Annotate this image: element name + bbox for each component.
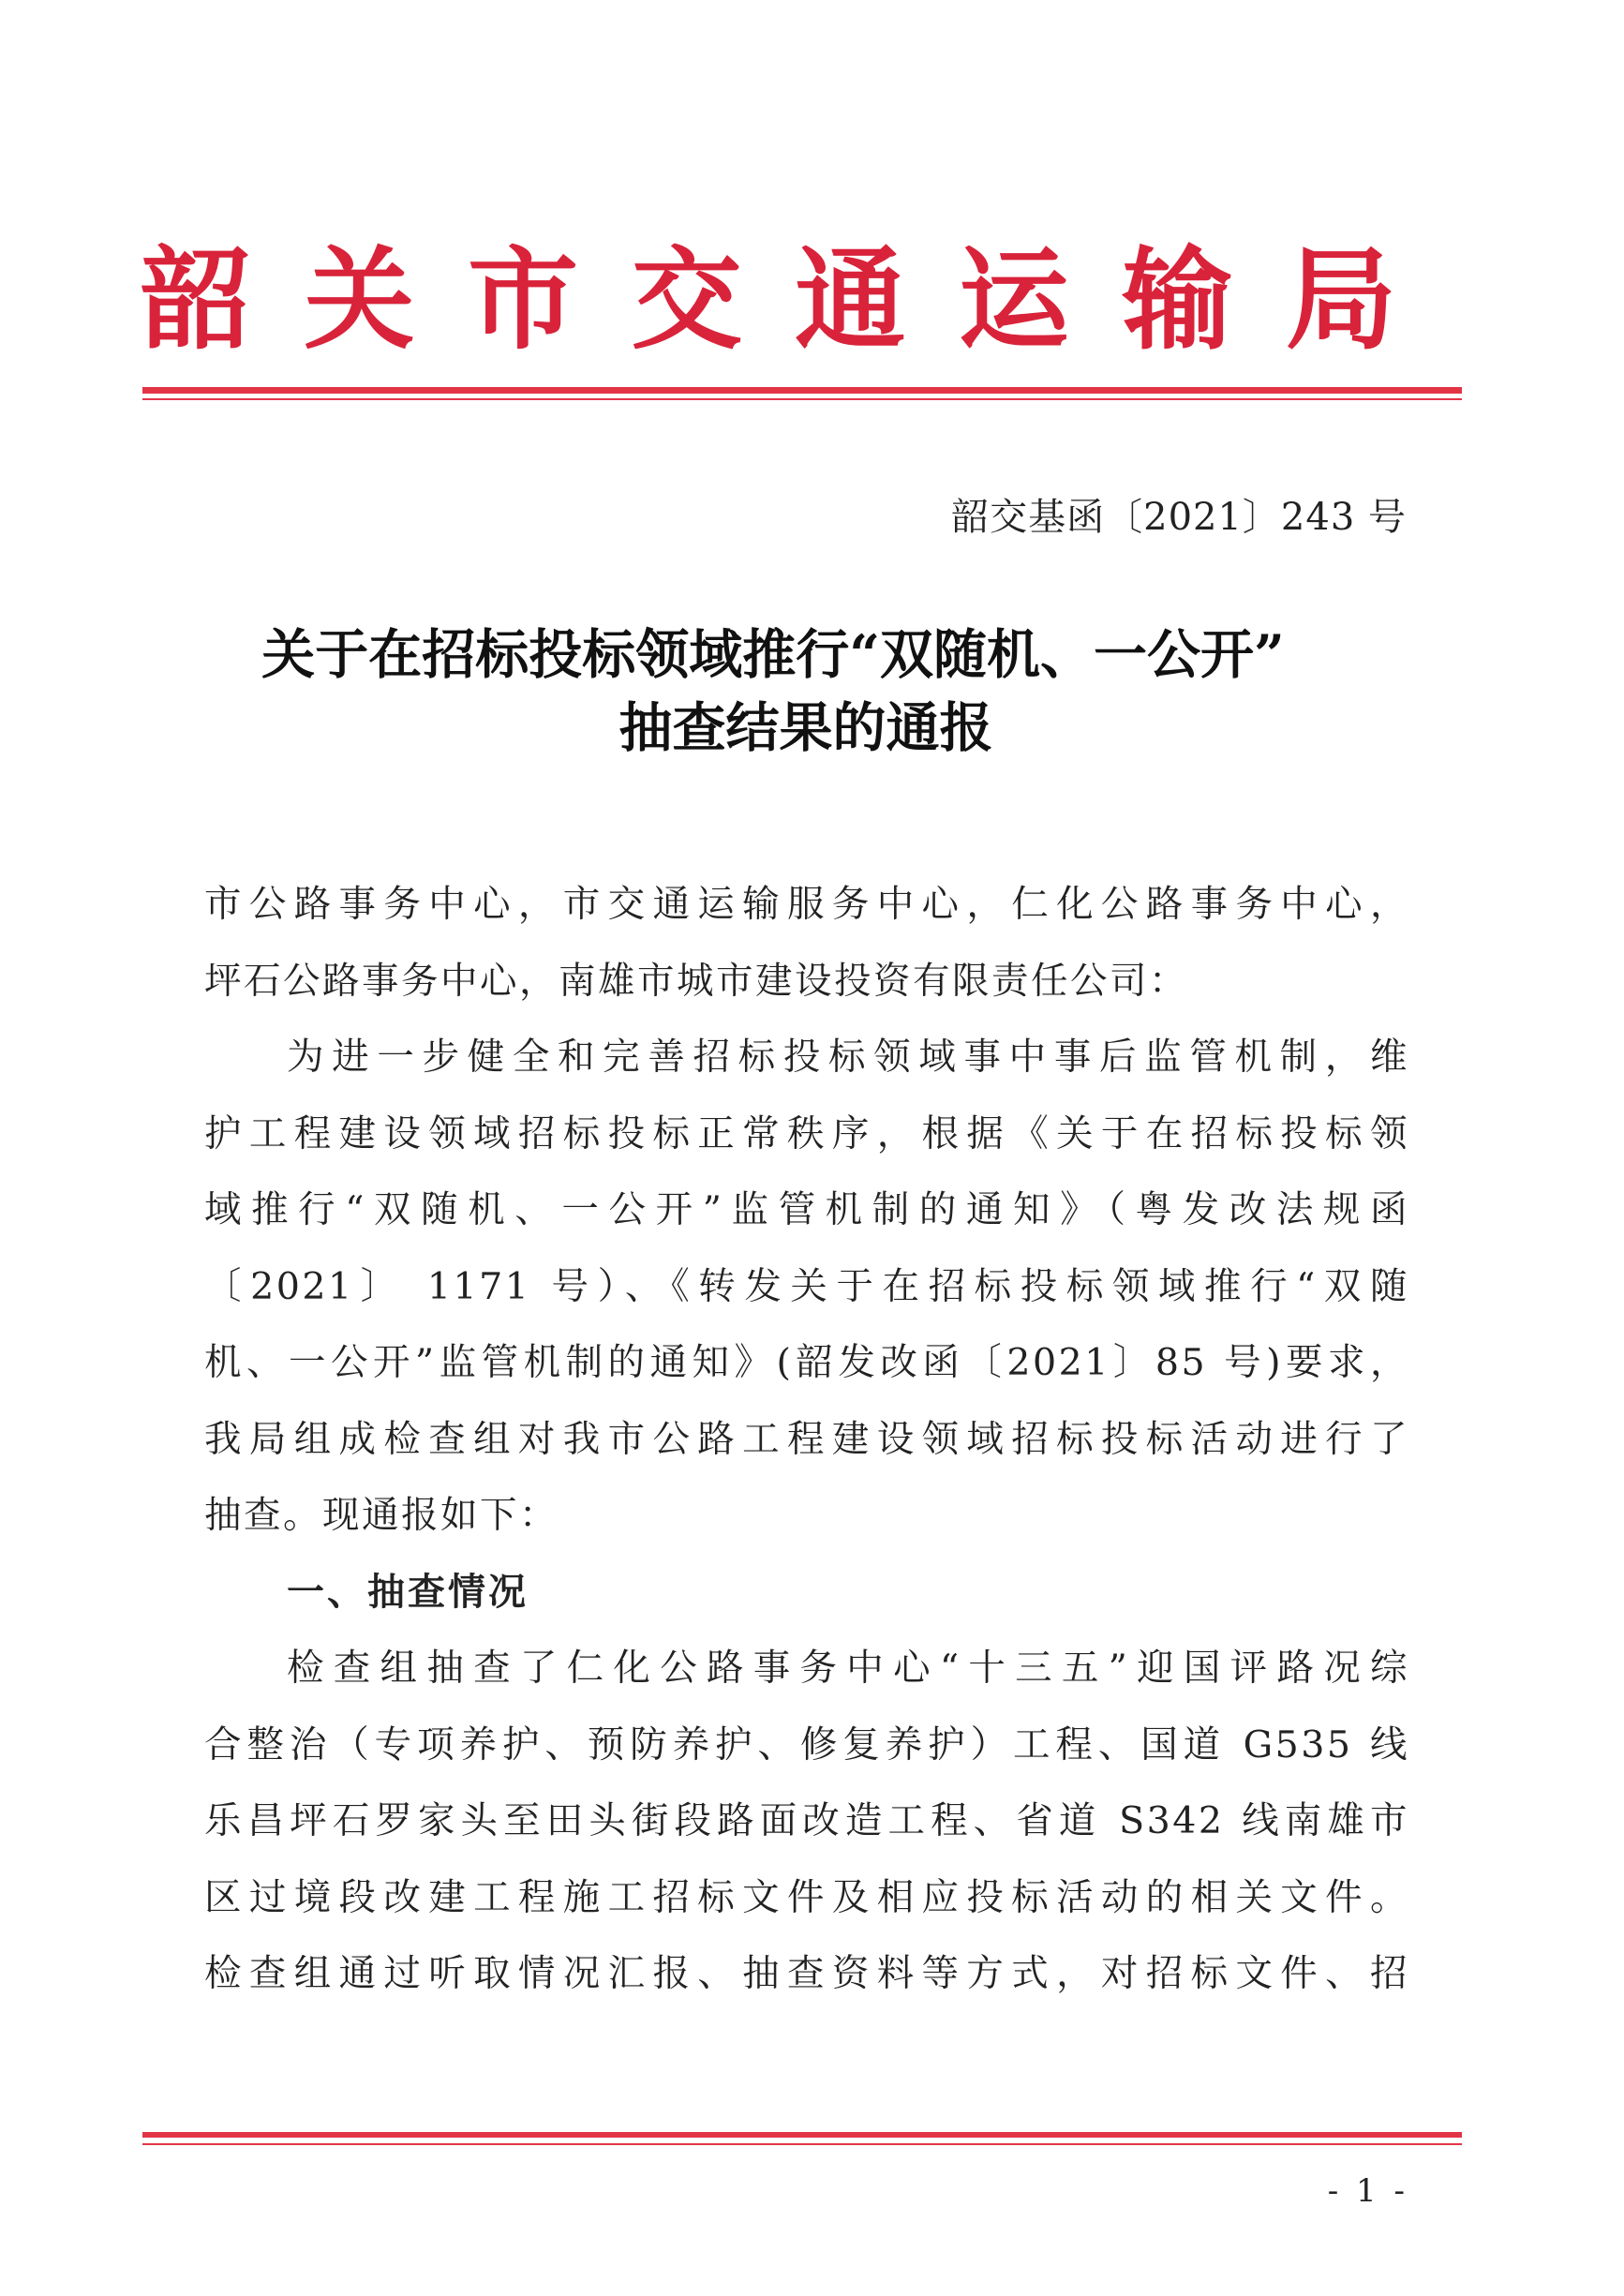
letterhead-char: 输 <box>1122 234 1233 365</box>
document-title <box>141 619 1471 765</box>
paragraph-line: 检查组抽查了仁化公路事务中心“十三五”迎国评路况综 <box>287 1647 1409 1690</box>
recipients-line: 坪石公路事务中心，南雄市城市建设投资有限责任公司： <box>204 959 1188 1003</box>
title-line-1: 关于在招标投标领域推行“双随机、一公开” <box>261 623 1285 686</box>
paragraph-line: 〔2021〕 1171 号）、《转发关于在招标投标领域推行“双随 <box>204 1264 1409 1308</box>
letterhead-char: 市 <box>468 234 579 365</box>
document-body <box>204 867 1409 2013</box>
letterhead-char: 运 <box>958 234 1069 365</box>
paragraph-line: 我局组成检查组对我市公路工程建设领域招标投标活动进行了 <box>204 1417 1409 1461</box>
letterhead-char: 关 <box>304 234 415 365</box>
paragraph-line: 护工程建设领域招标投标正常秩序，根据《关于在招标投标领 <box>204 1111 1409 1155</box>
letterhead-divider-thick <box>142 387 1462 394</box>
paragraph-line: 机、一公开”监管机制的通知》(韶发改函〔2021〕85 号)要求， <box>204 1341 1409 1384</box>
letterhead-title <box>141 234 1396 365</box>
paragraph-line: 为进一步健全和完善招标投标领域事中事后监管机制，维 <box>287 1036 1409 1079</box>
recipients-line: 市公路事务中心，市交通运输服务中心，仁化公路事务中心， <box>204 883 1409 926</box>
paragraph-line: 抽查。现通报如下： <box>204 1494 559 1537</box>
letterhead-divider-thin <box>142 398 1462 400</box>
paragraph-line: 检查组通过听取情况汇报、抽查资料等方式，对招标文件、招 <box>204 1952 1409 1995</box>
letterhead-char: 通 <box>795 234 906 365</box>
page-number: - 1 - <box>1327 2172 1408 2210</box>
footer-divider-thick <box>142 2132 1462 2138</box>
paragraph-line: 合整治（专项养护、预防养护、修复养护）工程、国道 G535 线 <box>204 1722 1409 1767</box>
document-number: 韶交基函〔2021〕243 号 <box>951 496 1407 539</box>
paragraph-line: 区过境段改建工程施工招标文件及相应投标活动的相关文件。 <box>204 1875 1409 1919</box>
paragraph-line: 乐昌坪石罗家头至田头街段路面改造工程、省道 S342 线南雄市 <box>204 1799 1409 1842</box>
letterhead-char: 交 <box>631 234 742 365</box>
footer-divider-thin <box>142 2143 1462 2145</box>
title-line-2: 抽查结果的通报 <box>618 696 993 759</box>
paragraph-line: 域推行“双随机、一公开”监管机制的通知》（粤发改法规函 <box>204 1188 1409 1231</box>
letterhead-char: 韶 <box>141 234 252 365</box>
section-heading: 一、抽查情况 <box>287 1570 529 1614</box>
letterhead-char: 局 <box>1285 234 1396 365</box>
